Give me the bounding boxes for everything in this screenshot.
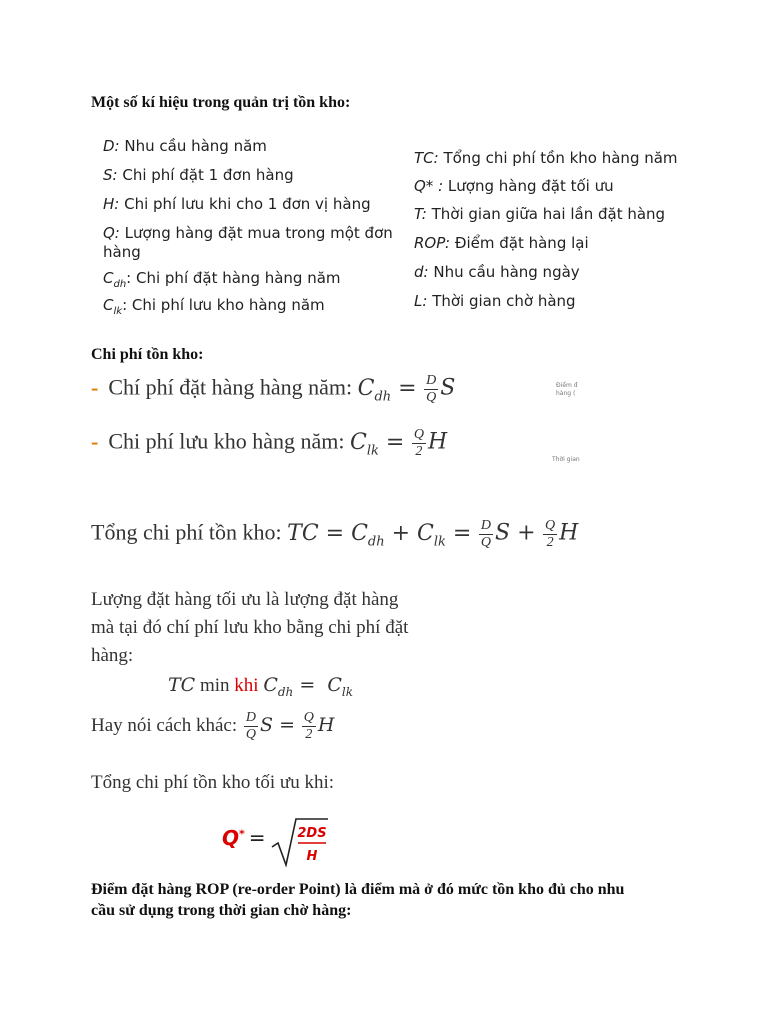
symbol-row: Q* : Lượng hàng đặt tối ưu [414, 177, 614, 195]
rop-paragraph: Điểm đặt hàng ROP (re-order Point) là điểm mà ở đó mức tồn kho đủ cho nhu cầu sử dụng trong thời gian chờ hàng: [91, 881, 625, 919]
total-label: Tổng chi phí tồn kho: [91, 519, 282, 545]
formula-ordering-cost: - Chí phí đặt hàng hàng năm: $C_{dh}$ = $\frac{D}{Q}$ S [91, 373, 456, 405]
formula-equality: Hay nói cách khác: $\frac{D}{Q}$ S = $\frac{Q}{2}$ H [91, 710, 335, 742]
sqrt-icon [270, 815, 330, 867]
right-symbol-list [414, 149, 678, 310]
formula-tc-min: TC min khi $C_{dh} = C_{lk}$ [168, 674, 353, 699]
symbol-row: d: Nhu cầu hàng ngày [414, 263, 580, 281]
symbol-row: ROP: Điểm đặt hàng lại [414, 234, 589, 252]
symbol-row: D: Nhu cầu hàng năm [103, 137, 267, 155]
left-symbol-list [103, 137, 393, 317]
symbol-row: L: Thời gian chờ hàng [414, 292, 576, 310]
symbol-row-cdh: $C_{dh}$: Chi phí đặt hàng hàng năm [103, 269, 341, 290]
optimal-order-paragraph: Lượng đặt hàng tối ưu là lượng đặt hàng mà tại đó chí phí lưu kho bằng chi phí đặt hàng: [91, 589, 409, 666]
symbol-row: TC: Tổng chi phí tồn kho hàng năm [414, 149, 678, 167]
section-heading-symbols: Một số kí hiệu trong quản trị tồn kho: [91, 94, 351, 111]
clipped-side-note: Điểm đ hàng ( [556, 382, 578, 397]
section-heading-costs: Chi phí tồn kho: [91, 346, 204, 363]
symbol-row: H: Chi phí lưu khi cho 1 đơn vị hàng [103, 195, 371, 213]
symbol-row-continuation: hàng [103, 243, 141, 261]
bullet-dash-icon: - [91, 374, 99, 400]
optimal-total-label: Tổng chi phí tồn kho tối ưu khi: [91, 772, 335, 793]
highlight-khi: khi [234, 675, 259, 696]
symbol-row: T: Thời gian giữa hai lần đặt hàng [414, 205, 666, 223]
symbol-row: S: Chi phí đặt 1 đơn hàng [103, 166, 294, 184]
clipped-side-note: Thời gian [552, 456, 580, 463]
formula-total-cost: Tổng chi phí tồn kho: TC = $C_{dh} + C_{lk}$ = $\frac{D}{Q}$ S + $\frac{Q}{2}$ H [91, 518, 579, 550]
symbol-row-clk: $C_{lk}$: Chi phí lưu kho hàng năm [103, 296, 325, 317]
svg-text:2DS: 2DS [296, 826, 327, 841]
bullet-label: Chí phí đặt hàng hàng năm: [108, 374, 353, 400]
symbol-row: Q: Lượng hàng đặt mua trong một đơn [103, 224, 393, 242]
formula-eoq: Q* = 2DS H [222, 815, 330, 867]
bullet-label: Chi phí lưu kho hàng năm: [108, 428, 345, 454]
formula-holding-cost: - Chi phí lưu kho hàng năm: $C_{lk}$ = $\frac{Q}{2}$ H [91, 427, 448, 459]
bullet-dash-icon: - [91, 428, 99, 454]
svg-text:H: H [306, 849, 317, 864]
